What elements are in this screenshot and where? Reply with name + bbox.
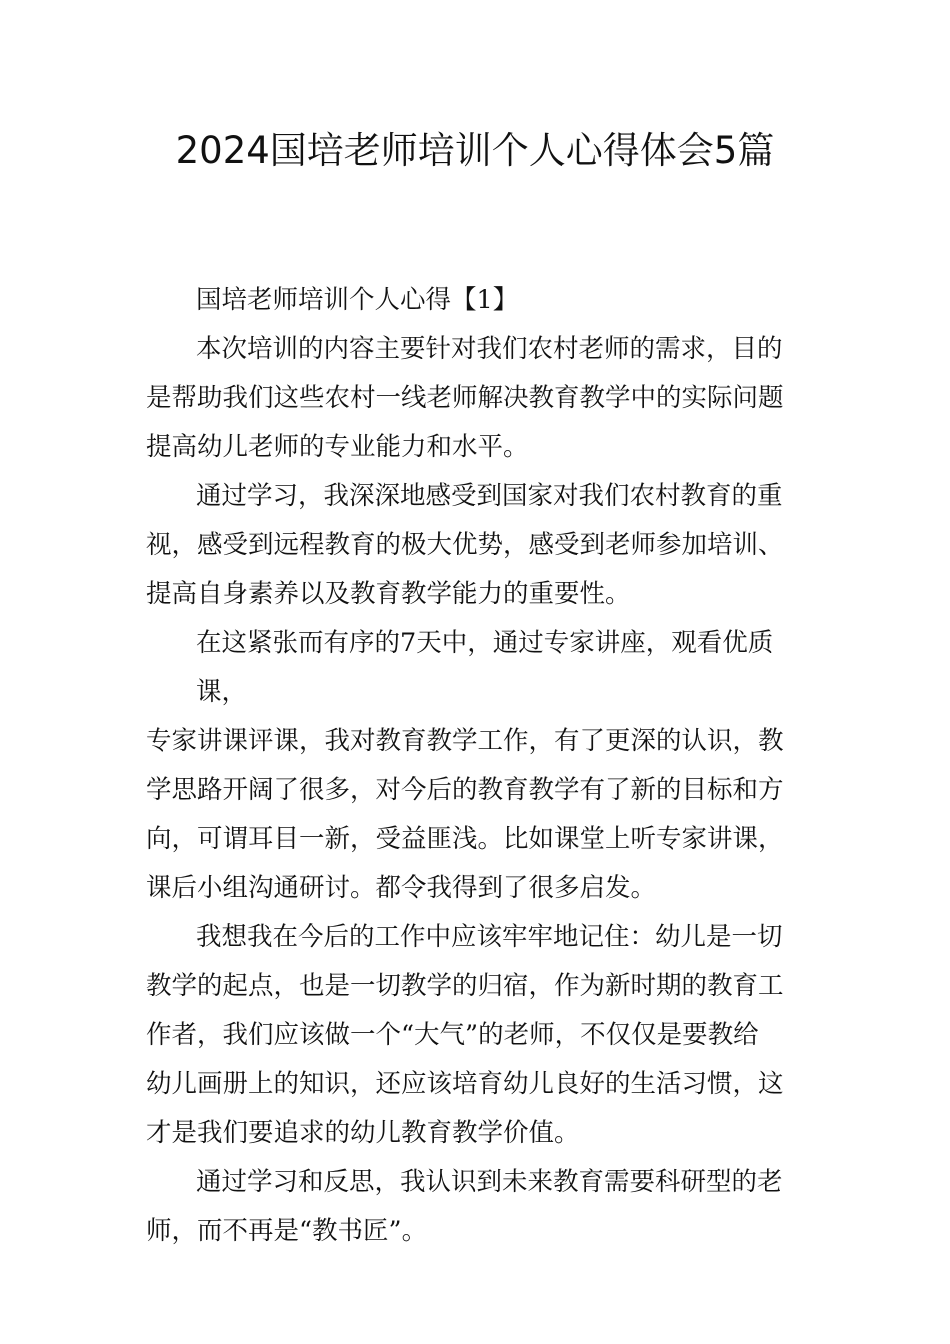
paragraph-line: 是帮助我们这些农村一线老师解决教育教学中的实际问题 — [146, 383, 784, 413]
paragraph-line: 专家讲课评课，我对教育教学工作，有了更深的认识，教 — [146, 726, 784, 756]
paragraph-line: 作者，我们应该做一个“大气”的老师，不仅仅是要教给 — [146, 1020, 759, 1050]
paragraph-line: 师，而不再是“教书匠”。 — [146, 1216, 428, 1246]
paragraph-line: 我想我在今后的工作中应该牢牢地记住：幼儿是一切 — [196, 922, 783, 952]
section-heading: 国培老师培训个人心得【1】 — [196, 285, 519, 315]
paragraph-line: 学思路开阔了很多，对今后的教育教学有了新的目标和方 — [146, 775, 784, 805]
paragraph-line: 幼儿画册上的知识，还应该培育幼儿良好的生活习惯，这 — [146, 1069, 784, 1099]
paragraph-line: 通过学习，我深深地感受到国家对我们农村教育的重 — [196, 481, 783, 511]
paragraph-line: 提高自身素养以及教育教学能力的重要性。 — [146, 579, 631, 609]
document-body — [146, 276, 824, 1256]
paragraph-2 — [146, 472, 824, 619]
paragraph-line: 提高幼儿老师的专业能力和水平。 — [146, 432, 529, 462]
paragraph-1 — [146, 325, 824, 472]
paragraph-line: 向，可谓耳目一新，受益匪浅。比如课堂上听专家讲课， — [146, 824, 784, 854]
paragraph-line: 才是我们要追求的幼儿教育教学价值。 — [146, 1118, 580, 1148]
paragraph-line: 在这紧张而有序的7天中，通过专家讲座，观看优质课， — [196, 628, 774, 707]
paragraph-line: 视，感受到远程教育的极大优势，感受到老师参加培训、 — [146, 530, 784, 560]
paragraph-line: 教学的起点，也是一切教学的归宿，作为新时期的教育工 — [146, 971, 784, 1001]
document-title: 2024国培老师培训个人心得体会5篇 — [175, 129, 775, 172]
paragraph-5 — [146, 1158, 824, 1256]
paragraph-3 — [146, 619, 824, 913]
paragraph-line: 通过学习和反思，我认识到未来教育需要科研型的老 — [196, 1167, 783, 1197]
paragraph-4 — [146, 913, 824, 1158]
paragraph-line: 本次培训的内容主要针对我们农村老师的需求，目的 — [196, 334, 783, 364]
paragraph-line: 课后小组沟通研讨。都令我得到了很多启发。 — [146, 873, 657, 903]
